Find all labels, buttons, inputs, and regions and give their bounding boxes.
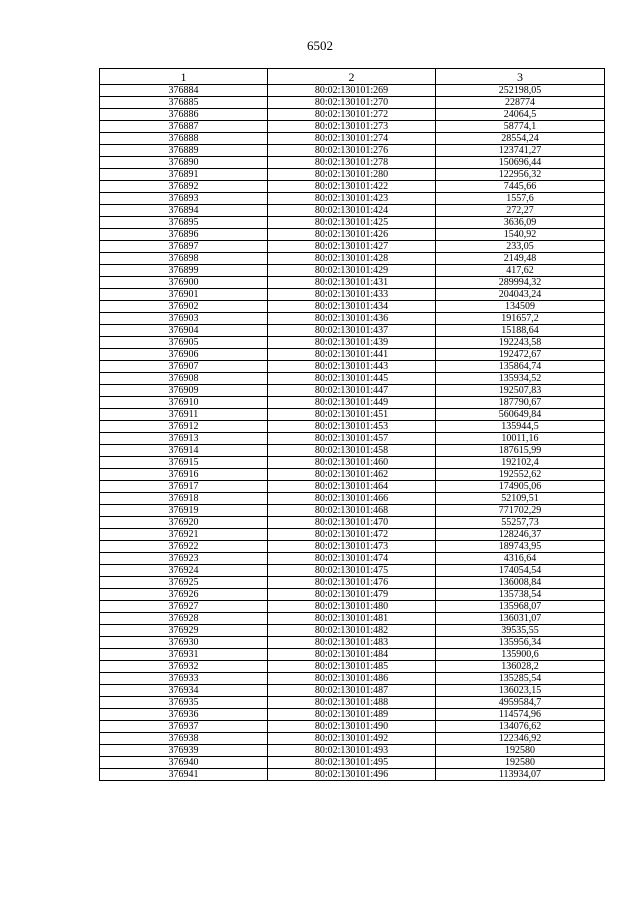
value-cell: 191657,2 — [436, 313, 605, 325]
value-cell: 560649,84 — [436, 409, 605, 421]
cadastral-number-cell: 80:02:130101:492 — [268, 733, 436, 745]
row-number-cell: 376931 — [100, 649, 268, 661]
table-row — [100, 373, 605, 385]
row-number-cell: 376904 — [100, 325, 268, 337]
column-header-2: 2 — [268, 69, 436, 85]
table-row — [100, 301, 605, 313]
cadastral-number-cell: 80:02:130101:496 — [268, 769, 436, 781]
cadastral-number-cell: 80:02:130101:449 — [268, 397, 436, 409]
row-number-cell: 376909 — [100, 385, 268, 397]
table-row — [100, 241, 605, 253]
row-number-cell: 376906 — [100, 349, 268, 361]
value-cell: 136031,07 — [436, 613, 605, 625]
row-number-cell: 376894 — [100, 205, 268, 217]
table-row — [100, 277, 605, 289]
value-cell: 771702,29 — [436, 505, 605, 517]
cadastral-number-cell: 80:02:130101:462 — [268, 469, 436, 481]
row-number-cell: 376940 — [100, 757, 268, 769]
table-row — [100, 145, 605, 157]
table-row — [100, 613, 605, 625]
table-row — [100, 217, 605, 229]
row-number-cell: 376916 — [100, 469, 268, 481]
row-number-cell: 376910 — [100, 397, 268, 409]
value-cell: 192243,58 — [436, 337, 605, 349]
value-cell: 192102,4 — [436, 457, 605, 469]
row-number-cell: 376917 — [100, 481, 268, 493]
cadastral-number-cell: 80:02:130101:434 — [268, 301, 436, 313]
row-number-cell: 376890 — [100, 157, 268, 169]
cadastral-number-cell: 80:02:130101:473 — [268, 541, 436, 553]
table-row — [100, 517, 605, 529]
value-cell: 189743,95 — [436, 541, 605, 553]
row-number-cell: 376900 — [100, 277, 268, 289]
table-row — [100, 553, 605, 565]
value-cell: 134076,62 — [436, 721, 605, 733]
row-number-cell: 376928 — [100, 613, 268, 625]
table-row — [100, 757, 605, 769]
cadastral-number-cell: 80:02:130101:485 — [268, 661, 436, 673]
column-header-3: 3 — [436, 69, 605, 85]
table-row — [100, 205, 605, 217]
row-number-cell: 376941 — [100, 769, 268, 781]
cadastral-number-cell: 80:02:130101:441 — [268, 349, 436, 361]
table-row — [100, 181, 605, 193]
cadastral-number-cell: 80:02:130101:466 — [268, 493, 436, 505]
table-row — [100, 685, 605, 697]
table-row — [100, 397, 605, 409]
table-row — [100, 589, 605, 601]
row-number-cell: 376934 — [100, 685, 268, 697]
row-number-cell: 376897 — [100, 241, 268, 253]
table-row — [100, 121, 605, 133]
value-cell: 39535,55 — [436, 625, 605, 637]
table-row — [100, 601, 605, 613]
table-row — [100, 289, 605, 301]
row-number-cell: 376915 — [100, 457, 268, 469]
cadastral-number-cell: 80:02:130101:479 — [268, 589, 436, 601]
cadastral-number-cell: 80:02:130101:439 — [268, 337, 436, 349]
cadastral-number-cell: 80:02:130101:433 — [268, 289, 436, 301]
cadastral-number-cell: 80:02:130101:458 — [268, 445, 436, 457]
cadastral-number-cell: 80:02:130101:484 — [268, 649, 436, 661]
table-row — [100, 541, 605, 553]
row-number-cell: 376911 — [100, 409, 268, 421]
row-number-cell: 376885 — [100, 97, 268, 109]
table-row — [100, 721, 605, 733]
cadastral-number-cell: 80:02:130101:481 — [268, 613, 436, 625]
value-cell: 52109,51 — [436, 493, 605, 505]
table-row — [100, 673, 605, 685]
row-number-cell: 376935 — [100, 697, 268, 709]
table-row — [100, 769, 605, 781]
value-cell: 135285,54 — [436, 673, 605, 685]
table-row — [100, 265, 605, 277]
value-cell: 289994,32 — [436, 277, 605, 289]
row-number-cell: 376913 — [100, 433, 268, 445]
cadastral-number-cell: 80:02:130101:436 — [268, 313, 436, 325]
cadastral-number-cell: 80:02:130101:476 — [268, 577, 436, 589]
cadastral-number-cell: 80:02:130101:486 — [268, 673, 436, 685]
table-row — [100, 709, 605, 721]
cadastral-number-cell: 80:02:130101:474 — [268, 553, 436, 565]
table-row — [100, 433, 605, 445]
table-row — [100, 409, 605, 421]
cadastral-number-cell: 80:02:130101:480 — [268, 601, 436, 613]
value-cell: 192580 — [436, 745, 605, 757]
row-number-cell: 376925 — [100, 577, 268, 589]
cadastral-number-cell: 80:02:130101:443 — [268, 361, 436, 373]
cadastral-number-cell: 80:02:130101:278 — [268, 157, 436, 169]
value-cell: 252198,05 — [436, 85, 605, 97]
row-number-cell: 376886 — [100, 109, 268, 121]
row-number-cell: 376887 — [100, 121, 268, 133]
row-number-cell: 376926 — [100, 589, 268, 601]
table-row — [100, 745, 605, 757]
value-cell: 136023,15 — [436, 685, 605, 697]
cadastral-number-cell: 80:02:130101:425 — [268, 217, 436, 229]
value-cell: 122956,32 — [436, 169, 605, 181]
value-cell: 2149,48 — [436, 253, 605, 265]
value-cell: 174054,54 — [436, 565, 605, 577]
table-row — [100, 157, 605, 169]
row-number-cell: 376901 — [100, 289, 268, 301]
value-cell: 192580 — [436, 757, 605, 769]
cadastral-number-cell: 80:02:130101:437 — [268, 325, 436, 337]
row-number-cell: 376936 — [100, 709, 268, 721]
cadastral-number-cell: 80:02:130101:423 — [268, 193, 436, 205]
row-number-cell: 376914 — [100, 445, 268, 457]
cadastral-number-cell: 80:02:130101:427 — [268, 241, 436, 253]
table-row — [100, 469, 605, 481]
cadastral-number-cell: 80:02:130101:488 — [268, 697, 436, 709]
cadastral-number-cell: 80:02:130101:426 — [268, 229, 436, 241]
value-cell: 28554,24 — [436, 133, 605, 145]
row-number-cell: 376898 — [100, 253, 268, 265]
table-row — [100, 385, 605, 397]
row-number-cell: 376912 — [100, 421, 268, 433]
page-number: 6502 — [307, 38, 333, 53]
row-number-cell: 376884 — [100, 85, 268, 97]
table-row — [100, 457, 605, 469]
value-cell: 192507,83 — [436, 385, 605, 397]
cadastral-number-cell: 80:02:130101:483 — [268, 637, 436, 649]
cadastral-number-cell: 80:02:130101:487 — [268, 685, 436, 697]
cadastral-number-cell: 80:02:130101:493 — [268, 745, 436, 757]
value-cell: 15188,64 — [436, 325, 605, 337]
row-number-cell: 376895 — [100, 217, 268, 229]
cadastral-number-cell: 80:02:130101:472 — [268, 529, 436, 541]
table-row — [100, 337, 605, 349]
table-row — [100, 565, 605, 577]
table-row — [100, 637, 605, 649]
cadastral-number-cell: 80:02:130101:495 — [268, 757, 436, 769]
cadastral-number-cell: 80:02:130101:460 — [268, 457, 436, 469]
value-cell: 135900,6 — [436, 649, 605, 661]
value-cell: 114574,96 — [436, 709, 605, 721]
column-header-1: 1 — [100, 69, 268, 85]
cadastral-number-cell: 80:02:130101:429 — [268, 265, 436, 277]
table-row — [100, 109, 605, 121]
table-row — [100, 193, 605, 205]
value-cell: 4959584,7 — [436, 697, 605, 709]
row-number-cell: 376932 — [100, 661, 268, 673]
row-number-cell: 376919 — [100, 505, 268, 517]
cadastral-table — [99, 68, 605, 781]
row-number-cell: 376903 — [100, 313, 268, 325]
cadastral-number-cell: 80:02:130101:422 — [268, 181, 436, 193]
value-cell: 174905,06 — [436, 481, 605, 493]
cadastral-number-cell: 80:02:130101:490 — [268, 721, 436, 733]
table-row — [100, 229, 605, 241]
table-row — [100, 253, 605, 265]
value-cell: 135968,07 — [436, 601, 605, 613]
row-number-cell: 376927 — [100, 601, 268, 613]
row-number-cell: 376905 — [100, 337, 268, 349]
cadastral-number-cell: 80:02:130101:428 — [268, 253, 436, 265]
cadastral-number-cell: 80:02:130101:424 — [268, 205, 436, 217]
table-row — [100, 169, 605, 181]
cadastral-number-cell: 80:02:130101:272 — [268, 109, 436, 121]
cadastral-number-cell: 80:02:130101:270 — [268, 97, 436, 109]
cadastral-number-cell: 80:02:130101:453 — [268, 421, 436, 433]
table-row — [100, 349, 605, 361]
value-cell: 58774,1 — [436, 121, 605, 133]
row-number-cell: 376930 — [100, 637, 268, 649]
table-row — [100, 505, 605, 517]
value-cell: 7445,66 — [436, 181, 605, 193]
row-number-cell: 376920 — [100, 517, 268, 529]
cadastral-number-cell: 80:02:130101:274 — [268, 133, 436, 145]
value-cell: 136008,84 — [436, 577, 605, 589]
value-cell: 122346,92 — [436, 733, 605, 745]
table-row — [100, 577, 605, 589]
value-cell: 4316,64 — [436, 553, 605, 565]
value-cell: 272,27 — [436, 205, 605, 217]
row-number-cell: 376929 — [100, 625, 268, 637]
value-cell: 1557,6 — [436, 193, 605, 205]
table-row — [100, 85, 605, 97]
row-number-cell: 376888 — [100, 133, 268, 145]
value-cell: 136028,2 — [436, 661, 605, 673]
value-cell: 228774 — [436, 97, 605, 109]
table-row — [100, 445, 605, 457]
cadastral-number-cell: 80:02:130101:457 — [268, 433, 436, 445]
cadastral-number-cell: 80:02:130101:451 — [268, 409, 436, 421]
table-row — [100, 733, 605, 745]
value-cell: 135934,52 — [436, 373, 605, 385]
value-cell: 187790,67 — [436, 397, 605, 409]
value-cell: 55257,73 — [436, 517, 605, 529]
table-row — [100, 313, 605, 325]
row-number-cell: 376924 — [100, 565, 268, 577]
row-number-cell: 376896 — [100, 229, 268, 241]
row-number-cell: 376899 — [100, 265, 268, 277]
value-cell: 1540,92 — [436, 229, 605, 241]
value-cell: 135738,54 — [436, 589, 605, 601]
table-row — [100, 97, 605, 109]
cadastral-number-cell: 80:02:130101:470 — [268, 517, 436, 529]
value-cell: 135956,34 — [436, 637, 605, 649]
cadastral-number-cell: 80:02:130101:431 — [268, 277, 436, 289]
table-row — [100, 493, 605, 505]
table-row — [100, 625, 605, 637]
table-row — [100, 421, 605, 433]
value-cell: 113934,07 — [436, 769, 605, 781]
value-cell: 135864,74 — [436, 361, 605, 373]
value-cell: 128246,37 — [436, 529, 605, 541]
table-row — [100, 697, 605, 709]
value-cell: 135944,5 — [436, 421, 605, 433]
row-number-cell: 376938 — [100, 733, 268, 745]
value-cell: 187615,99 — [436, 445, 605, 457]
value-cell: 24064,5 — [436, 109, 605, 121]
row-number-cell: 376893 — [100, 193, 268, 205]
value-cell: 10011,16 — [436, 433, 605, 445]
value-cell: 134509 — [436, 301, 605, 313]
row-number-cell: 376933 — [100, 673, 268, 685]
value-cell: 417,62 — [436, 265, 605, 277]
value-cell: 192472,67 — [436, 349, 605, 361]
row-number-cell: 376923 — [100, 553, 268, 565]
cadastral-number-cell: 80:02:130101:447 — [268, 385, 436, 397]
value-cell: 150696,44 — [436, 157, 605, 169]
row-number-cell: 376918 — [100, 493, 268, 505]
table-body — [100, 85, 605, 781]
cadastral-number-cell: 80:02:130101:273 — [268, 121, 436, 133]
row-number-cell: 376892 — [100, 181, 268, 193]
table-row — [100, 481, 605, 493]
cadastral-number-cell: 80:02:130101:489 — [268, 709, 436, 721]
value-cell: 233,05 — [436, 241, 605, 253]
row-number-cell: 376922 — [100, 541, 268, 553]
cadastral-number-cell: 80:02:130101:475 — [268, 565, 436, 577]
cadastral-number-cell: 80:02:130101:276 — [268, 145, 436, 157]
cadastral-number-cell: 80:02:130101:482 — [268, 625, 436, 637]
table-row — [100, 133, 605, 145]
row-number-cell: 376891 — [100, 169, 268, 181]
row-number-cell: 376937 — [100, 721, 268, 733]
value-cell: 192552,62 — [436, 469, 605, 481]
value-cell: 3636,09 — [436, 217, 605, 229]
value-cell: 204043,24 — [436, 289, 605, 301]
table-row — [100, 649, 605, 661]
row-number-cell: 376907 — [100, 361, 268, 373]
cadastral-number-cell: 80:02:130101:445 — [268, 373, 436, 385]
table-row — [100, 325, 605, 337]
table-row — [100, 529, 605, 541]
cadastral-number-cell: 80:02:130101:468 — [268, 505, 436, 517]
row-number-cell: 376902 — [100, 301, 268, 313]
row-number-cell: 376921 — [100, 529, 268, 541]
row-number-cell: 376908 — [100, 373, 268, 385]
value-cell: 123741,27 — [436, 145, 605, 157]
row-number-cell: 376889 — [100, 145, 268, 157]
row-number-cell: 376939 — [100, 745, 268, 757]
cadastral-number-cell: 80:02:130101:464 — [268, 481, 436, 493]
table-row — [100, 661, 605, 673]
table-row — [100, 361, 605, 373]
cadastral-number-cell: 80:02:130101:269 — [268, 85, 436, 97]
table-header-row — [100, 69, 605, 85]
cadastral-number-cell: 80:02:130101:280 — [268, 169, 436, 181]
